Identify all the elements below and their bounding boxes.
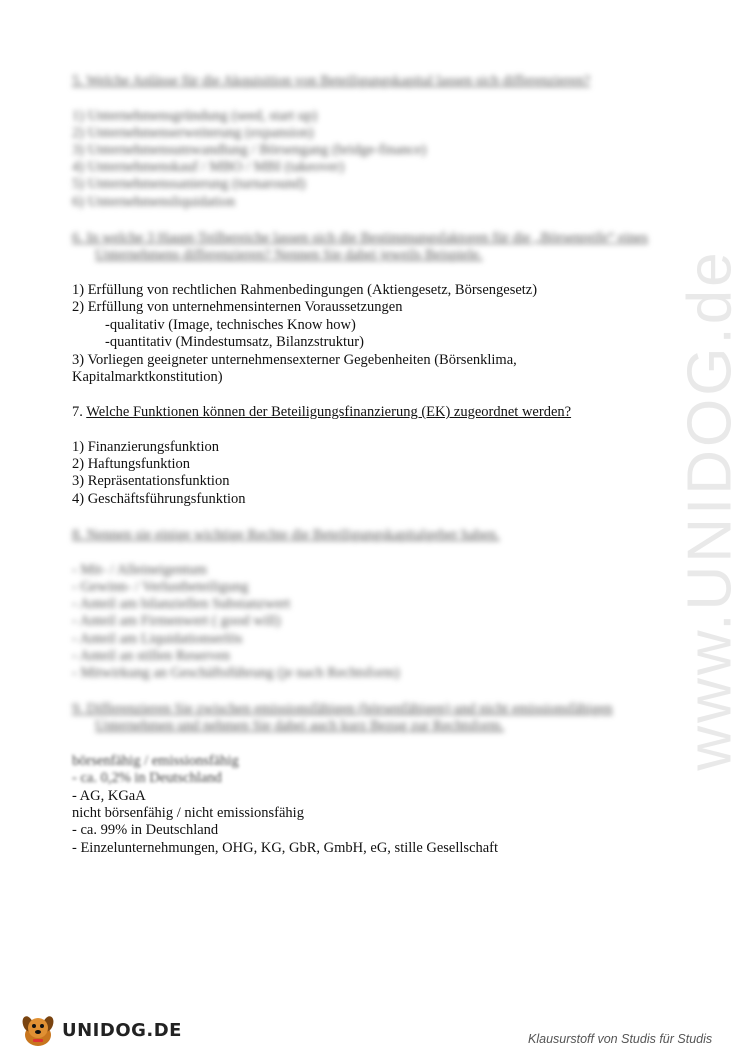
q6-title-cont: Unternehmens differenzieren? Nennen Sie dabei jeweils Beispiele. <box>95 247 483 263</box>
q6-answer: 1) Erfüllung von rechtlichen Rahmenbedingungen (Aktiengesetz, Börsengesetz) <box>72 282 538 298</box>
q9-answer: - ca. 99% in Deutschland <box>72 822 219 838</box>
q6-answer: 2) Erfüllung von unternehmensinternen Voraussetzungen <box>72 299 403 315</box>
q5-title: 5. Welche Anlässe für die Akquisition von Beteiligungskapital lassen sich differenzieren? <box>72 73 591 89</box>
q9-answer: nicht börsenfähig / nicht emissionsfähig <box>72 805 304 821</box>
logo-text: UNIDOG.DE <box>62 1019 182 1041</box>
q6-answer-sub: -quantitativ (Mindestumsatz, Bilanzstruktur) <box>105 334 364 350</box>
q5-item: 3) Unternehmensumwandlung / Börsengang (bridge-finance) <box>72 142 427 158</box>
q8-item: - Anteil an stillen Reserven <box>72 648 230 664</box>
watermark: www.UNIDOG.de <box>675 249 745 771</box>
q9-answer: - Einzelunternehmungen, OHG, KG, GbR, GmbH, eG, stille Gesellschaft <box>72 840 499 856</box>
q9-answer-blurred: börsenfähig / emissionsfähig <box>72 753 239 769</box>
q7-title <box>72 404 571 421</box>
q7-number: 7. <box>72 404 83 420</box>
q7-item: 4) Geschäftsführungsfunktion <box>72 491 246 507</box>
q5-item: 1) Unternehmensgründung (seed, start up) <box>72 108 318 124</box>
q8-item: - Anteil am Liquidationserlös <box>72 631 243 647</box>
dog-icon <box>18 1010 58 1050</box>
q8-item: - Mitwirkung an Geschäftsführung (je nach Rechtsform) <box>72 665 400 681</box>
unidog-logo[interactable] <box>18 1010 182 1050</box>
q5-item: 4) Unternehmenskauf / MBO / MBI (takeover) <box>72 159 345 175</box>
q9-answer-blurred: - ca. 0,2% in Deutschland <box>72 770 222 786</box>
q9-title-cont: Unternehmen und nehmen Sie dabei auch kurz Bezug zur Rechtsform. <box>95 718 505 734</box>
q7-item: 1) Finanzierungsfunktion <box>72 439 219 455</box>
q8-item: - Mit- / Alleineigentum <box>72 562 207 578</box>
q5-item: 6) Unternehmensliquidation <box>72 194 236 210</box>
q6-title: 6. In welche 3 Haupt-Teilbereiche lassen sich die Bestimmungsfaktoren für die „Börsenreife“ eines <box>72 230 648 246</box>
q9-answer: - AG, KGaA <box>72 788 146 804</box>
q6-answer-sub: -qualitativ (Image, technisches Know how) <box>105 317 356 333</box>
q5-item: 2) Unternehmenserweiterung (expansion) <box>72 125 314 141</box>
q7-title-text: Welche Funktionen können der Beteiligungsfinanzierung (EK) zugeordnet werden? <box>86 404 572 420</box>
q7-item: 3) Repräsentationsfunktion <box>72 473 230 489</box>
q9-title: 9. Differenzieren Sie zwischen emissionsfähigen (börsenfähigen) und nicht emissionsfähigen <box>72 701 613 717</box>
q5-item: 5) Unternehmenssanierung (turnaround) <box>72 176 306 192</box>
q6-answer: 3) Vorliegen geeigneter unternehmensexterner Gegebenheiten (Börsenklima, <box>72 352 517 368</box>
footer-tagline: Klausurstoff von Studis für Studis <box>528 1032 713 1046</box>
q8-item: - Anteil am bilanziellen Substanzwert <box>72 596 291 612</box>
q7-item: 2) Haftungsfunktion <box>72 456 190 472</box>
q6-answer-cont: Kapitalmarktkonstitution) <box>72 369 223 385</box>
q8-item: - Anteil am Firmenwert ( good will) <box>72 613 281 629</box>
q8-title: 8. Nennen sie einige wichtige Rechte die Beteiligungskapitalgeber haben. <box>72 527 500 543</box>
q8-item: - Gewinn- / Verlustbeteiligung <box>72 579 249 595</box>
